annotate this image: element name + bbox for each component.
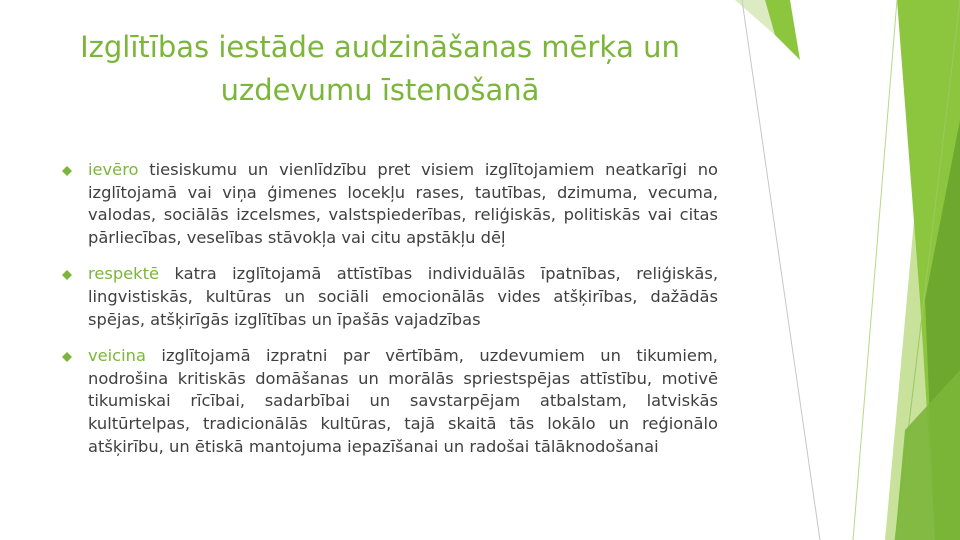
bullet-item-respekte bbox=[62, 263, 718, 331]
title-line-2: uzdevumu īstenošanā bbox=[220, 73, 540, 107]
title-line-1: Izglītības iestāde audzināšanas mērķa un bbox=[80, 30, 680, 64]
bullet-keyword: respektē bbox=[88, 264, 160, 284]
diamond-bullet-icon bbox=[62, 352, 72, 362]
bullet-text: katra izglītojamā attīstības individuālās īpatnības, reliģiskās, lingvistiskās, kultūras un sociāli emocionālās vides atšķirības, dažādās spējas, atšķirīgās izglītības un īpašās vajadzības bbox=[88, 264, 718, 329]
bullet-text: izglītojamā izpratni par vērtībām, uzdevumiem un tikumiem, nodrošina kritiskās domāšanas un morālās spriestspējas attīstību, motivē tikumiskai rīcībai, sadarbībai un savstarpējam atbalstam, latviskās kultūrtelpas, tradicionālās kultūras, tajā skaitā tās lokālo un reģionālo atšķirību, un ētiskā mantojuma iepazīšanai un radošai tālāknodošanai bbox=[88, 346, 718, 456]
facet-line-2 bbox=[853, 0, 897, 540]
diamond-bullet-icon bbox=[62, 270, 72, 280]
facet-line-1 bbox=[742, 0, 820, 540]
decorative-green-facets bbox=[720, 0, 960, 540]
bullet-item-ievero bbox=[62, 159, 718, 249]
bullet-text: tiesiskumu un vienlīdzību pret visiem izglītojamiem neatkarīgi no izglītojamā vai viņa ģimenes locekļu rases, tautības, dzimuma, vecuma, valodas, sociālās izcelsmes, valstspiederības, reliģiskās, politiskās vai citas pārliecības, veselības stāvokļa vai citu apstākļu dēļ bbox=[88, 160, 718, 247]
bullet-keyword: veicina bbox=[88, 346, 146, 366]
bullet-item-veicina bbox=[62, 345, 718, 458]
bullet-keyword: ievēro bbox=[88, 160, 139, 179]
diamond-bullet-icon bbox=[62, 166, 72, 176]
slide-title bbox=[40, 26, 720, 112]
bullet-list bbox=[62, 159, 718, 472]
